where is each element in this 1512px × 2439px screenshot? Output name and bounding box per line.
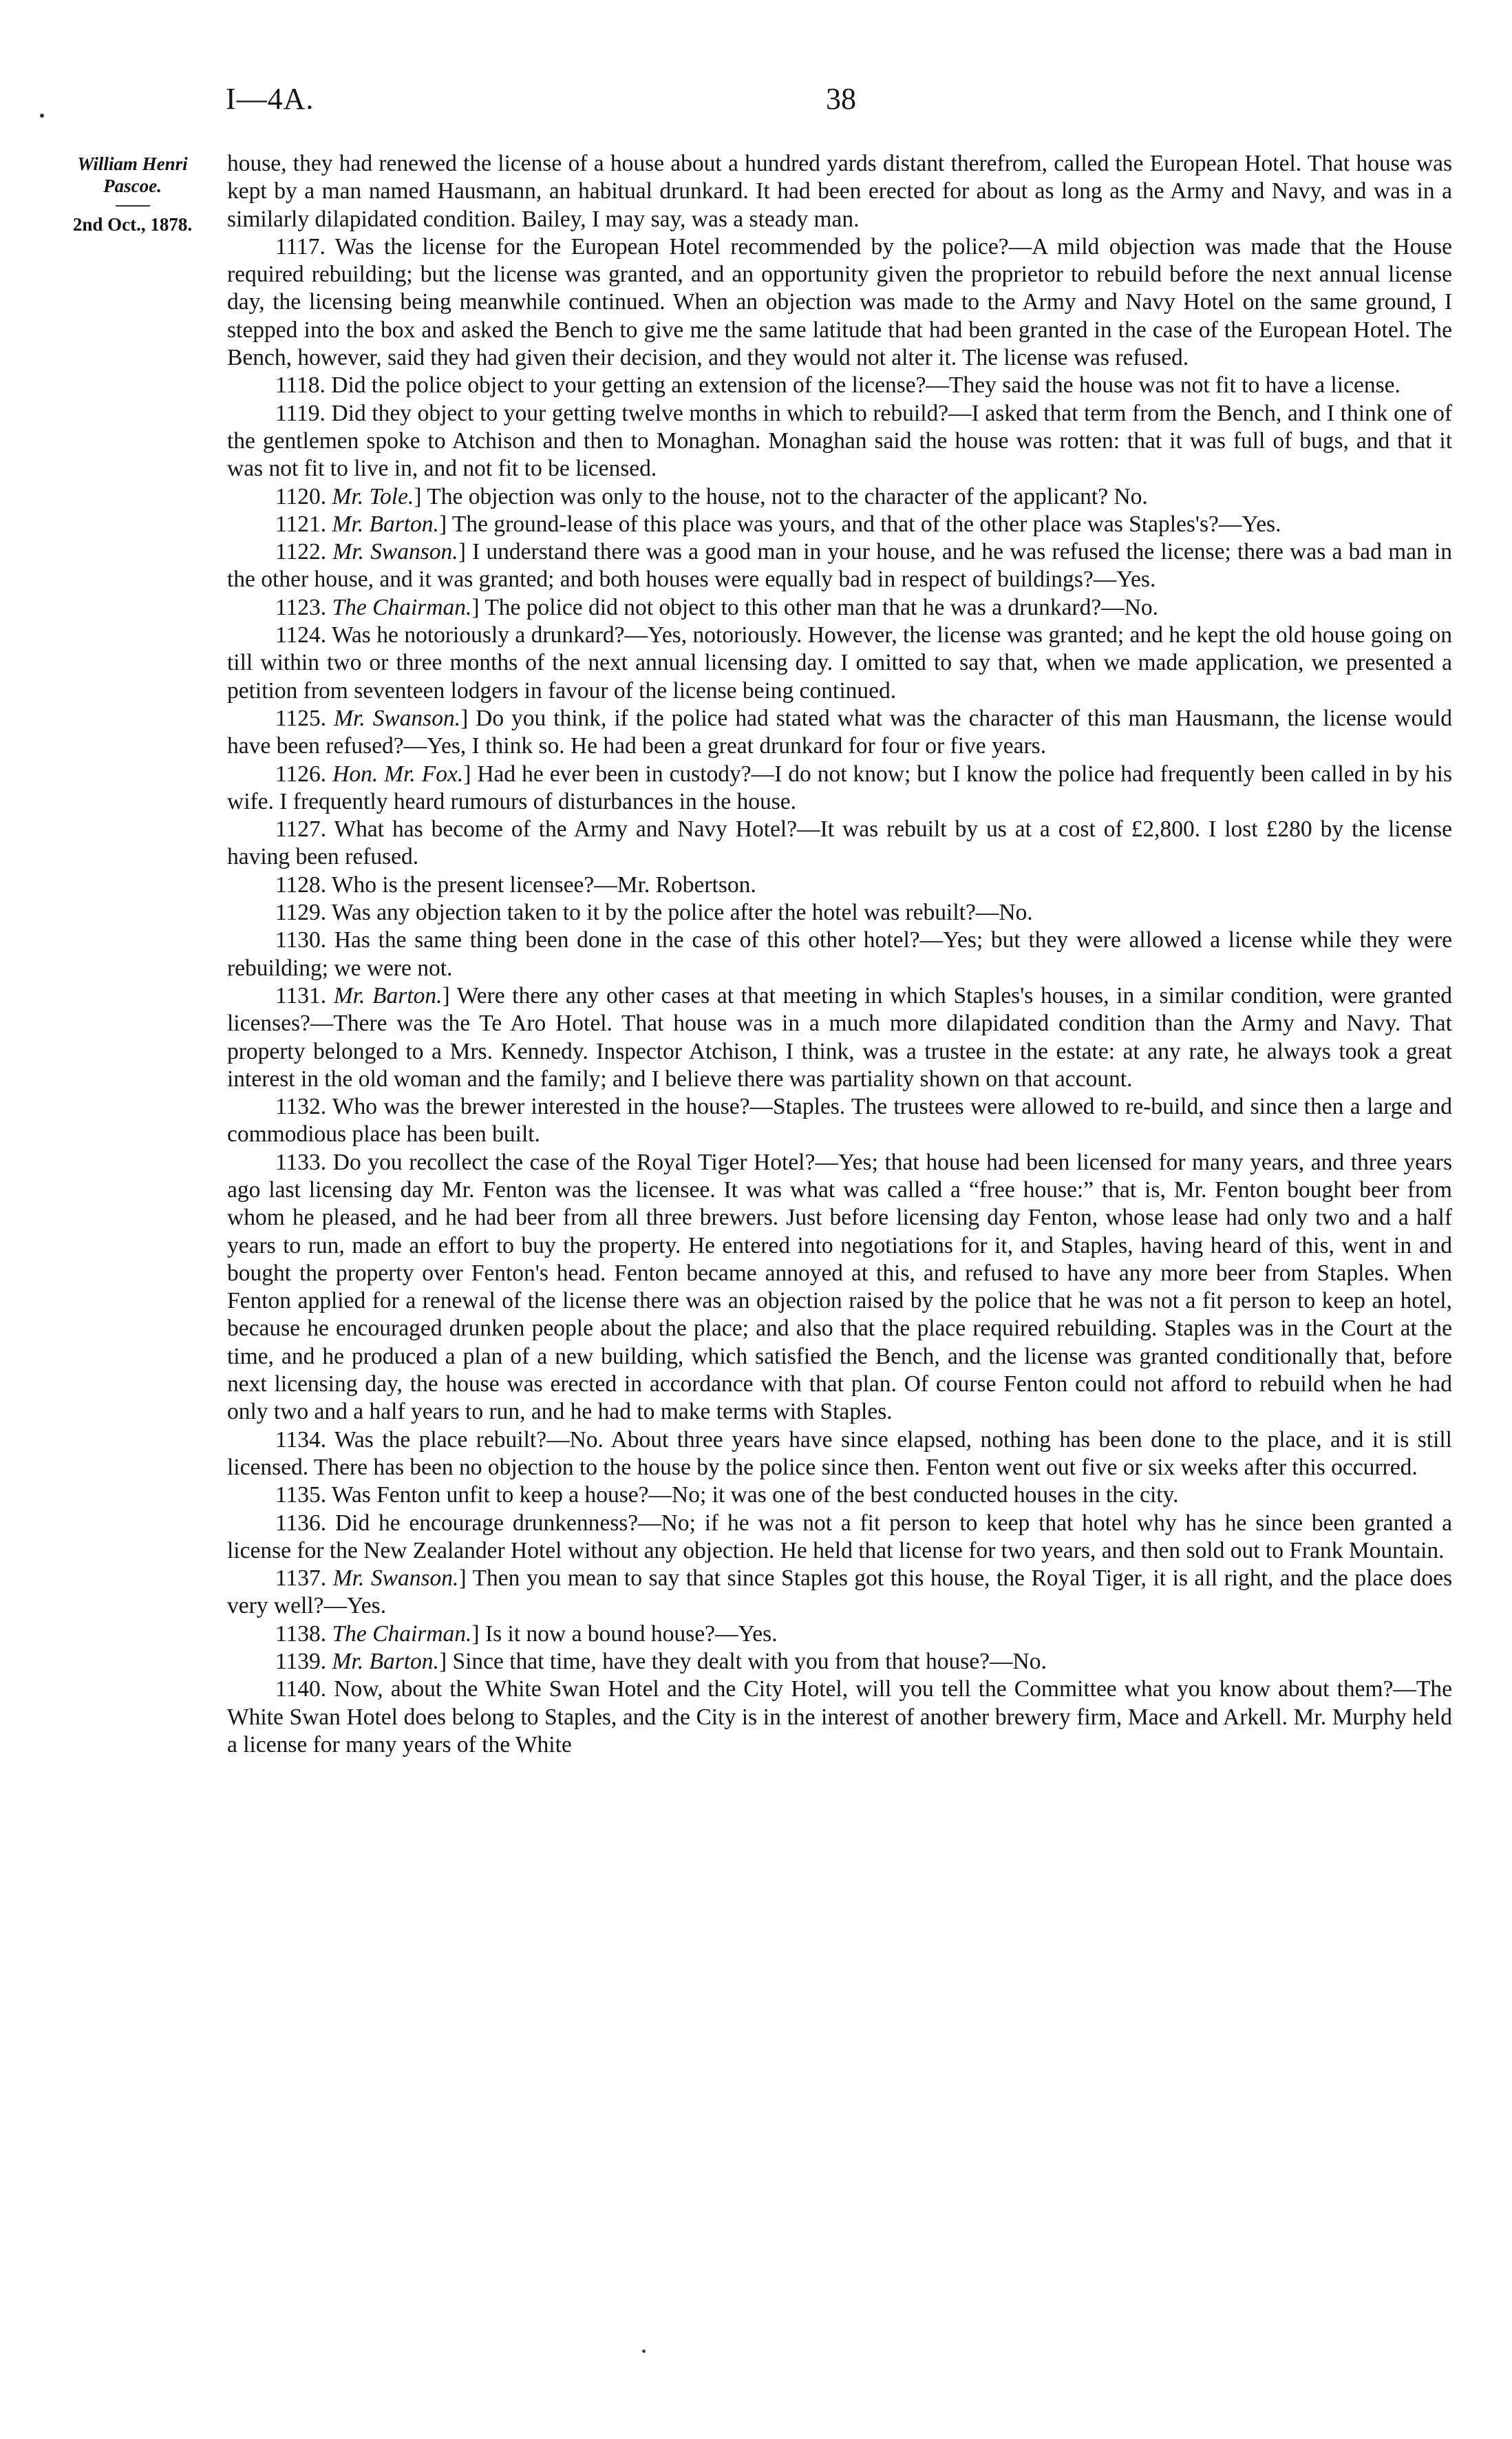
question-number: 1123. bbox=[275, 594, 327, 620]
question-number: 1139. bbox=[275, 1649, 327, 1675]
question-answer-text: What has become of the Army and Navy Hotel?—It was rebuilt by us at a cost of £2,800. I lost £280 by the license having been refused. bbox=[227, 816, 1452, 870]
question-number: 1135. bbox=[275, 1482, 327, 1508]
question-number: 1121. bbox=[275, 511, 327, 537]
question-answer-text: Had he ever been in custody?—I do not know; but I know the police had frequently been called in by his wife. I frequently heard rumours of disturbances in the house. bbox=[227, 761, 1453, 814]
question-answer-text: Did the police object to your getting an extension of the license?—They said the house was not fit to have a license. bbox=[331, 372, 1401, 399]
question-number: 1126. bbox=[275, 761, 327, 787]
speaker-name: Mr. Barton. bbox=[332, 511, 439, 537]
testimony-paragraph bbox=[227, 1093, 1452, 1149]
question-answer-text: Was Fenton unfit to keep a house?—No; it was one of the best conducted houses in the city. bbox=[331, 1482, 1179, 1508]
testimony-paragraph bbox=[227, 1481, 1452, 1509]
question-answer-text: Is it now a bound house?—Yes. bbox=[485, 1620, 778, 1647]
question-answer-text: Was any objection taken to it by the police after the hotel was rebuilt?—No. bbox=[331, 900, 1033, 926]
speaker-name: Mr. Swanson. bbox=[334, 705, 461, 731]
question-number: 1133. bbox=[275, 1149, 327, 1175]
speaker-name: The Chairman. bbox=[332, 594, 472, 620]
question-number: 1138. bbox=[275, 1620, 327, 1647]
testimony-paragraph bbox=[227, 233, 1452, 372]
question-number: 1118. bbox=[275, 372, 326, 399]
testimony-paragraph: 1125. Mr. Swanson.] Do you think, if the police had stated what was the character of this man Hausmann, the license would have been refused?—Yes, I think so. He had been a great drunkard for four or five years. bbox=[227, 705, 1453, 759]
stray-ink-dot bbox=[40, 114, 44, 118]
question-answer-text: The objection was only to the house, not to the character of the applicant? No. bbox=[427, 483, 1148, 509]
testimony-paragraph bbox=[227, 372, 1452, 399]
testimony-body bbox=[227, 150, 1452, 1759]
testimony-paragraph bbox=[227, 622, 1452, 705]
question-number: 1131. bbox=[275, 982, 327, 1009]
question-answer-text: The ground-lease of this place was yours, and that of the other place was Staples's?—Yes. bbox=[451, 511, 1281, 537]
testimony-paragraph bbox=[227, 872, 1452, 899]
question-number: 1137. bbox=[275, 1565, 327, 1592]
page-number: 38 bbox=[826, 82, 856, 116]
testimony-paragraph: 1131. Mr. Barton.] Were there any other cases at that meeting in which Staples's houses, in a similar condition, were granted licenses?—There was the Te Aro Hotel. That house was in a much more dilapidated condition than the Army and Navy. That property belonged to a Mrs. Kennedy. Inspector Atchison, I think, was a trustee in the estate: at any rate, he always took a great interest in the old woman and the family; and I believe there was partiality shown on that account. bbox=[227, 982, 1452, 1092]
question-number: 1124. bbox=[275, 622, 327, 648]
testimony-paragraph bbox=[227, 899, 1452, 927]
margin-notes bbox=[41, 153, 224, 235]
question-answer-list bbox=[227, 233, 1452, 1759]
stray-ink-dot-bottom bbox=[642, 2350, 646, 2353]
speaker-name: Hon. Mr. Fox. bbox=[332, 761, 464, 787]
question-number: 1129. bbox=[275, 900, 327, 926]
question-number: 1140. bbox=[275, 1676, 327, 1702]
question-number: 1130. bbox=[275, 927, 327, 953]
question-number: 1122. bbox=[275, 539, 327, 565]
question-number: 1117. bbox=[275, 233, 326, 260]
question-answer-text: Did he encourage drunkenness?—No; if he was not a fit person to keep that hotel why has he since been granted a license for the New Zealander Hotel without any objection. He held that license for two years, and then sold out to Frank Mountain. bbox=[227, 1510, 1452, 1563]
lead-paragraph: house, they had renewed the license of a house about a hundred yards distant therefrom, called the European Hotel. That house was kept by a man named Hausmann, an habitual drunkard. It had been erected for about as long as the Army and Navy, and was in a similarly dilapidated condition. Bailey, I may say, was a steady man. bbox=[227, 151, 1452, 232]
speaker-name: Mr. Tole. bbox=[332, 483, 414, 509]
question-number: 1128. bbox=[275, 872, 327, 898]
testimony-paragraph: 1138. The Chairman.] Is it now a bound house?—Yes. bbox=[275, 1620, 778, 1647]
question-number: 1127. bbox=[275, 816, 327, 843]
testimony-paragraph: 1126. Hon. Mr. Fox.] Had he ever been in custody?—I do not know; but I know the police had frequently been called in by his wife. I frequently heard rumours of disturbances in the house. bbox=[227, 761, 1453, 814]
testimony-paragraph: 1137. Mr. Swanson.] Then you mean to say that since Staples got this house, the Royal Tiger, it is all right, and the place does very well?—Yes. bbox=[227, 1565, 1452, 1619]
speaker-name: Mr. Barton. bbox=[332, 1649, 439, 1675]
speaker-name: The Chairman. bbox=[332, 1620, 472, 1647]
speaker-name: Mr. Swanson. bbox=[332, 539, 458, 565]
testimony-paragraph bbox=[227, 400, 1452, 483]
question-number: 1125. bbox=[275, 705, 327, 731]
question-answer-text: The police did not object to this other man that he was a drunkard?—No. bbox=[485, 594, 1159, 620]
page-header bbox=[0, 81, 1512, 123]
testimony-paragraph: 1139. Mr. Barton.] Since that time, have they dealt with you from that house?—No. bbox=[275, 1649, 1047, 1675]
speaker-name: Mr. Barton. bbox=[333, 982, 443, 1009]
testimony-paragraph bbox=[227, 1510, 1452, 1565]
testimony-paragraph bbox=[227, 816, 1452, 872]
question-answer-text: Since that time, have they dealt with you from that house?—No. bbox=[452, 1649, 1047, 1675]
question-number: 1120. bbox=[275, 483, 327, 509]
question-answer-text: Do you think, if the police had stated what was the character of this man Hausmann, the license would have been refused?—Yes, I think so. He had been a great drunkard for four or five years. bbox=[227, 705, 1453, 759]
witness-name-line1: William Henri bbox=[77, 154, 188, 174]
testimony-paragraph bbox=[227, 1426, 1452, 1482]
testimony-paragraph: 1122. Mr. Swanson.] I understand there was a good man in your house, and he was refused the license; there was a bad man in the other house, and it was granted; and both houses were equally bad in respect of buildings?—Yes. bbox=[227, 539, 1453, 593]
testimony-paragraph: 1121. Mr. Barton.] The ground-lease of this place was yours, and that of the other place was Staples's?—Yes. bbox=[275, 511, 1281, 537]
question-answer-text: Who is the present licensee?—Mr. Robertson. bbox=[331, 872, 756, 898]
testimony-date: 2nd Oct., 1878. bbox=[72, 214, 193, 235]
question-number: 1134. bbox=[275, 1426, 327, 1453]
question-answer-text: Do you recollect the case of the Royal Tiger Hotel?—Yes; that house had been licensed for many years, and three years ago last licensing day Mr. Fenton was the licensee. It was what was called a “free house:” that is, Mr. Fenton bought beer from whom he pleased, and he had beer from all three brewers. Just before licensing day Fenton, whose lease had only two and a half years to run, made an effort to buy the property. He entered into negotiations for it, and Staples, having heard of this, went in and bought the property over Fenton's head. Fenton became annoyed at this, and refused to have any more beer from Staples. When Fenton applied for a renewal of the license there was an objection raised by the police that he was not a fit person to keep an hotel, because he encouraged drunken people about the place; and also that the place required rebuilding. Staples was in the Court at the time, and he produced a plan of a new building, which satisfied the Bench, and the license was granted conditionally that, before next licensing day, the house was erected in accordance with that plan. Of course Fenton could not afford to rebuild when he had only two and a half years to run, and he had to make terms with Staples. bbox=[227, 1149, 1453, 1425]
question-answer-text: I understand there was a good man in your house, and he was refused the license; there was a bad man in the other house, and it was granted; and both houses were equally bad in respect of buildings?—Yes. bbox=[227, 539, 1453, 593]
testimony-paragraph: 1120. Mr. Tole.] The objection was only to the house, not to the character of the applicant? No. bbox=[275, 483, 1148, 509]
testimony-paragraph bbox=[227, 1676, 1452, 1759]
question-answer-text: Was he notoriously a drunkard?—Yes, notoriously. However, the license was granted; and he kept the old house going on till within two or three months of the next annual licensing day. I omitted to say that, when we made application, we presented a petition from seventeen lodgers in favour of the license being continued. bbox=[227, 622, 1452, 704]
question-answer-text: Was the license for the European Hotel recommended by the police?—A mild objection was made that the House required rebuilding; but the license was granted, and an opportunity given the proprietor to rebuild before the next annual license day, the licensing being meanwhile continued. When an objection was made to the Army and Navy Hotel on the same ground, I stepped into the box and asked the Bench to give me the same latitude that had been granted in the case of the European Hotel. The Bench, however, said they had given their decision, and they would not alter it. The license was refused. bbox=[227, 233, 1452, 371]
question-answer-text: Then you mean to say that since Staples got this house, the Royal Tiger, it is all right, and the place does very well?—Yes. bbox=[227, 1565, 1452, 1619]
witness-name-line2: Pascoe. bbox=[103, 176, 162, 196]
question-number: 1132. bbox=[275, 1094, 327, 1120]
document-reference: I—4A. bbox=[226, 82, 315, 116]
question-number: 1136. bbox=[275, 1510, 327, 1536]
question-answer-text: Was the place rebuilt?—No. About three years have since elapsed, nothing has been done to the place, and it is still licensed. There has been no objection to the house by the police since then. Fenton went out five or six weeks after this occurred. bbox=[227, 1426, 1452, 1480]
question-number: 1119. bbox=[275, 400, 326, 426]
question-answer-text: Now, about the White Swan Hotel and the City Hotel, will you tell the Committee what you know about them?—The White Swan Hotel does belong to Staples, and the City is in the interest of another brewery firm, Mace and Arkell. Mr. Murphy held a license for many years of the White bbox=[227, 1676, 1453, 1757]
speaker-name: Mr. Swanson. bbox=[332, 1565, 459, 1592]
question-answer-text: Were there any other cases at that meeting in which Staples's houses, in a similar condition, were granted licenses?—There was the Te Aro Hotel. That house was in a much more dilapidated condition than the Army and Navy. That property belonged to a Mrs. Kennedy. Inspector Atchison, I think, was a trustee in the estate: at any rate, he always took a great interest in the old woman and the family; and I believe there was partiality shown on that account. bbox=[227, 982, 1452, 1092]
testimony-paragraph bbox=[227, 1149, 1452, 1426]
question-answer-text: Did they object to your getting twelve months in which to rebuild?—I asked that term from the Bench, and I think one of the gentlemen spoke to Atchison and then to Monaghan. Monaghan said the house was rotten: that it was full of bugs, and that it was not fit to live in, and not fit to be licensed. bbox=[227, 400, 1452, 482]
question-answer-text: Who was the brewer interested in the house?—Staples. The trustees were allowed to re-build, and since then a large and commodious place has been built. bbox=[227, 1094, 1452, 1148]
question-answer-text: Has the same thing been done in the case of this other hotel?—Yes; but they were allowed a license while they were rebuilding; we were not. bbox=[227, 927, 1453, 981]
testimony-paragraph: 1123. The Chairman.] The police did not object to this other man that he was a drunkard?—No. bbox=[275, 594, 1159, 620]
testimony-paragraph bbox=[227, 927, 1452, 982]
margin-divider bbox=[116, 205, 150, 207]
